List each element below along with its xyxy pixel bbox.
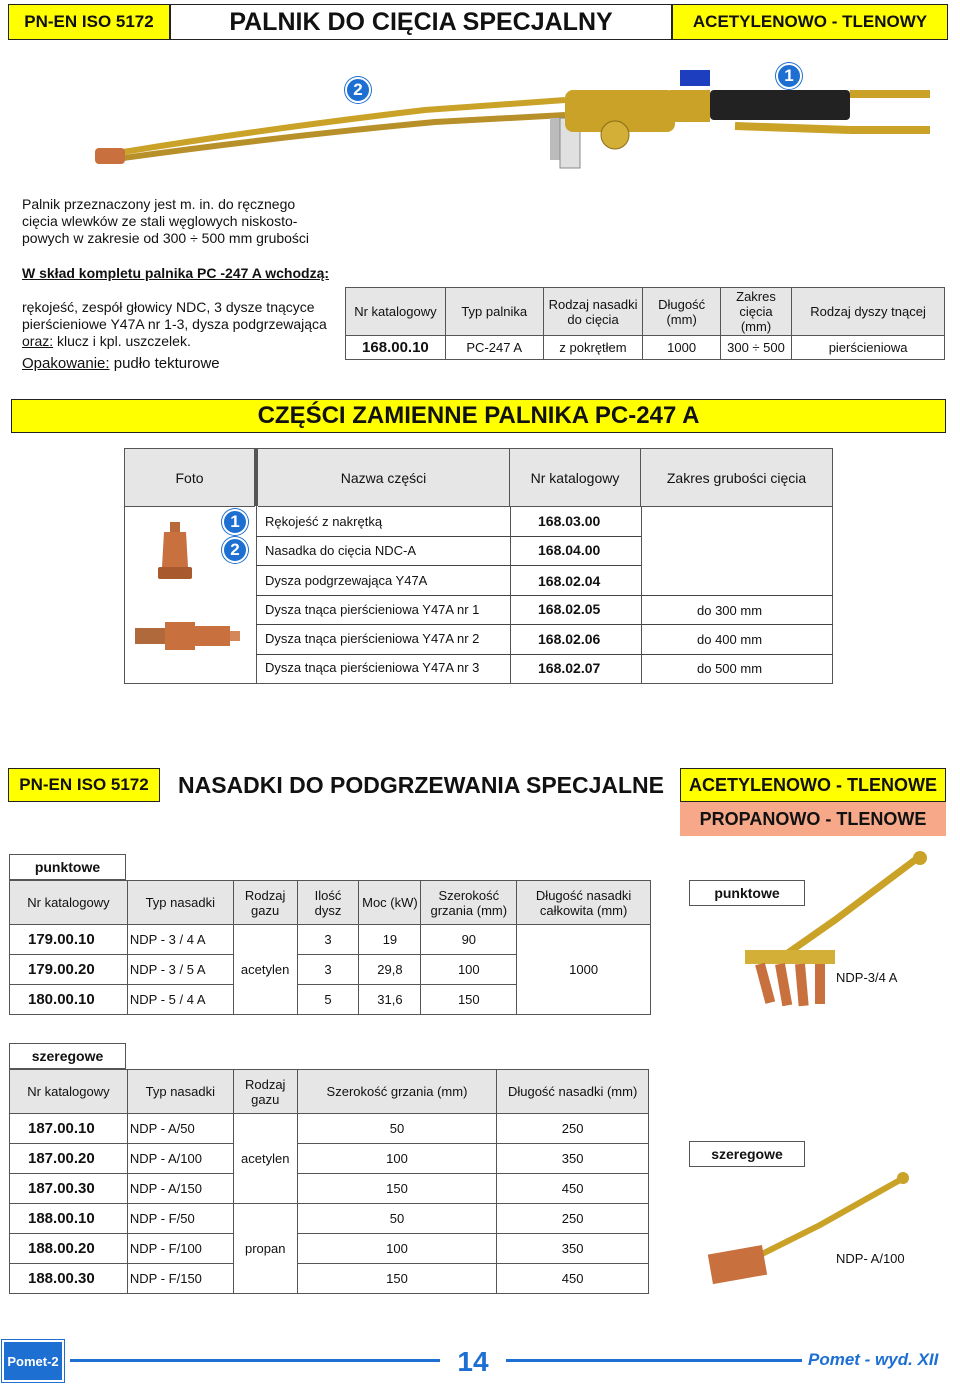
part-name: Dysza podgrzewająca Y47A — [265, 573, 428, 588]
part-name: Dysza tnąca pierścieniowa Y47A nr 2 — [265, 631, 480, 646]
punktowe-width: 150 — [421, 985, 517, 1015]
punktowe-power: 29,8 — [359, 955, 421, 985]
packing-label: Opakowanie: — [22, 355, 110, 372]
spec-cell: z pokrętłem — [543, 336, 643, 360]
punktowe-header: Szerokość grzania (mm) — [421, 881, 517, 925]
punktowe-type: NDP - 3 / 5 A — [127, 955, 233, 985]
parts-header-range: Zakres grubości cięcia — [641, 449, 832, 506]
pomet-logo: Pomet-2 — [2, 1340, 64, 1382]
szeregowe-gas: acetylen — [233, 1114, 297, 1204]
szeregowe-length: 450 — [497, 1264, 649, 1294]
spec-cell: 300 ÷ 500 — [720, 336, 791, 360]
callout-1-icon: 1 — [776, 63, 802, 89]
spec-header: Długość (mm) — [643, 288, 720, 336]
szeregowe-length: 250 — [497, 1114, 649, 1144]
szeregowe-caption: NDP- A/100 — [836, 1251, 905, 1266]
szeregowe-cat: 187.00.30 — [10, 1174, 128, 1204]
footer-line-left — [70, 1359, 440, 1362]
szeregowe-header: Nr katalogowy — [10, 1070, 128, 1114]
spec-header: Nr katalogowy — [346, 288, 446, 336]
szeregowe-type: NDP - A/150 — [127, 1174, 233, 1204]
punktowe-count: 3 — [297, 955, 359, 985]
punktowe-count: 5 — [297, 985, 359, 1015]
part-range: do 400 mm — [697, 632, 763, 647]
edition-label: Pomet - wyd. XII — [808, 1350, 939, 1369]
szeregowe-table — [9, 1069, 649, 1294]
part-cat: 168.02.06 — [538, 631, 601, 647]
ndp-punktowe-photo-icon — [715, 850, 930, 1030]
punktowe-power: 31,6 — [359, 985, 421, 1015]
punktowe-power: 19 — [359, 925, 421, 955]
spec-cell: PC-247 A — [445, 336, 543, 360]
standard-label: PN-EN ISO 5172 — [8, 4, 170, 40]
punktowe-width: 90 — [421, 925, 517, 955]
punktowe-header: Moc (kW) — [359, 881, 421, 925]
punktowe-header: Typ nasadki — [127, 881, 233, 925]
description-line-2: cięcia wlewków ze stali węglowych niskosto- — [22, 213, 298, 229]
szeregowe-width: 100 — [297, 1234, 497, 1264]
kit-line-3 — [22, 333, 191, 349]
nozzle-photo-icon — [150, 522, 200, 582]
page-title: PALNIK DO CIĘCIA SPECJALNY — [170, 4, 672, 40]
packing-line — [22, 355, 220, 372]
punktowe-gas: acetylen — [233, 925, 297, 1015]
szeregowe-cat: 187.00.10 — [10, 1114, 128, 1144]
punktowe-count: 3 — [297, 925, 359, 955]
part-range: do 500 mm — [697, 661, 763, 676]
part-cat: 168.02.05 — [538, 601, 601, 617]
part-name: Dysza tnąca pierścieniowa Y47A nr 3 — [265, 660, 480, 675]
punktowe-header: Długość nasadki całkowita (mm) — [517, 881, 651, 925]
punktowe-label: punktowe — [9, 854, 126, 880]
spec-cell: pierścieniowa — [792, 336, 945, 360]
part-cat: 168.02.07 — [538, 660, 601, 676]
spec-cell: 168.00.10 — [346, 336, 446, 360]
punktowe-table — [9, 880, 651, 1015]
spec-cell: 1000 — [643, 336, 720, 360]
szeregowe-width: 150 — [297, 1174, 497, 1204]
szeregowe-type: NDP - F/100 — [127, 1234, 233, 1264]
szeregowe-type: NDP - A/50 — [127, 1114, 233, 1144]
szeregowe-header: Długość nasadki (mm) — [497, 1070, 649, 1114]
part-range: do 300 mm — [697, 603, 763, 618]
standard-label-2: PN-EN ISO 5172 — [8, 768, 160, 802]
punktowe-type: NDP - 3 / 4 A — [127, 925, 233, 955]
punktowe-cat: 180.00.10 — [10, 985, 128, 1015]
szeregowe-width: 100 — [297, 1144, 497, 1174]
szeregowe-type: NDP - F/50 — [127, 1204, 233, 1234]
szeregowe-label: szeregowe — [9, 1043, 126, 1069]
punktowe-caption: NDP-3/4 A — [836, 970, 898, 985]
kit-line-2: pierścieniowe Y47A nr 1-3, dysza podgrzewająca — [22, 316, 327, 332]
section-title-2: NASADKI DO PODGRZEWANIA SPECJALNE — [177, 771, 665, 798]
ndp-szeregowe-photo-icon — [700, 1170, 910, 1300]
punktowe-header: Nr katalogowy — [10, 881, 128, 925]
punktowe-cat: 179.00.10 — [10, 925, 128, 955]
szeregowe-cat: 188.00.30 — [10, 1264, 128, 1294]
part-cat: 168.03.00 — [538, 513, 601, 529]
spec-header: Rodzaj dyszy tnącej — [792, 288, 945, 336]
szeregowe-cat: 188.00.10 — [10, 1204, 128, 1234]
description-line-3: powych w zakresie od 300 ÷ 500 mm grubości — [22, 230, 310, 246]
szeregowe-type: NDP - A/100 — [127, 1144, 233, 1174]
szeregowe-gas: propan — [233, 1204, 297, 1294]
page-number: 14 — [457, 1346, 489, 1377]
part-name: Dysza tnąca pierścieniowa Y47A nr 1 — [265, 602, 480, 617]
parts-header-name: Nazwa części — [258, 449, 510, 506]
szeregowe-header: Typ nasadki — [127, 1070, 233, 1114]
footer-line-right — [506, 1359, 802, 1362]
part-mark-2-icon: 2 — [222, 537, 248, 563]
szeregowe-type: NDP - F/150 — [127, 1264, 233, 1294]
description-line-1: Palnik przeznaczony jest m. in. do ręcznego — [22, 196, 296, 212]
punktowe-type: NDP - 5 / 4 A — [127, 985, 233, 1015]
szeregowe-width: 50 — [297, 1204, 497, 1234]
spec-header: Typ palnika — [445, 288, 543, 336]
spec-header: Rodzaj nasadki do cięcia — [543, 288, 643, 336]
punktowe-header: Rodzaj gazu — [233, 881, 297, 925]
parts-title: CZĘŚCI ZAMIENNE PALNIKA PC-247 A — [11, 399, 946, 433]
szeregowe-header: Szerokość grzania (mm) — [297, 1070, 497, 1114]
kit-heading: W skład kompletu palnika PC -247 A wchodzą: — [22, 265, 330, 281]
szeregowe-length: 350 — [497, 1234, 649, 1264]
cutting-torch-image — [95, 60, 935, 180]
szeregowe-length: 250 — [497, 1204, 649, 1234]
part-cat: 168.04.00 — [538, 542, 601, 558]
szeregowe-width: 150 — [297, 1264, 497, 1294]
part-name: Rękojeść z nakrętką — [265, 514, 383, 529]
gas-type-label: ACETYLENOWO - TLENOWY — [672, 4, 948, 40]
callout-2-icon: 2 — [345, 77, 371, 103]
szeregowe-cat: 188.00.20 — [10, 1234, 128, 1264]
gas-type-propane: PROPANOWO - TLENOWE — [680, 802, 946, 836]
szeregowe-cat: 187.00.20 — [10, 1144, 128, 1174]
szeregowe-length: 450 — [497, 1174, 649, 1204]
kit-oraz-text: klucz i kpl. uszczelek. — [53, 333, 191, 349]
szeregowe-picture-label: szeregowe — [689, 1141, 805, 1167]
torch-spec-table — [345, 287, 945, 360]
gas-type-acetylene: ACETYLENOWO - TLENOWE — [680, 768, 946, 802]
part-cat: 168.02.04 — [538, 573, 601, 589]
punktowe-picture-label: punktowe — [689, 880, 805, 906]
packing-text: pudło tekturowe — [109, 355, 220, 372]
kit-oraz-label: oraz: — [22, 333, 54, 349]
cutting-nozzle-photo-icon — [135, 618, 240, 654]
szeregowe-width: 50 — [297, 1114, 497, 1144]
punktowe-width: 100 — [421, 955, 517, 985]
kit-line-1: rękojeść, zespół głowicy NDC, 3 dysze tnącyce — [22, 299, 315, 315]
parts-header-cat: Nr katalogowy — [510, 449, 641, 506]
szeregowe-header: Rodzaj gazu — [233, 1070, 297, 1114]
part-name: Nasadka do cięcia NDC-A — [265, 543, 417, 558]
parts-header-photo: Foto — [125, 449, 255, 506]
spec-header: Zakres cięcia (mm) — [720, 288, 791, 336]
punktowe-cat: 179.00.20 — [10, 955, 128, 985]
szeregowe-length: 350 — [497, 1144, 649, 1174]
punktowe-length: 1000 — [517, 925, 651, 1015]
punktowe-header: Ilość dysz — [297, 881, 359, 925]
part-mark-1-icon: 1 — [222, 509, 248, 535]
